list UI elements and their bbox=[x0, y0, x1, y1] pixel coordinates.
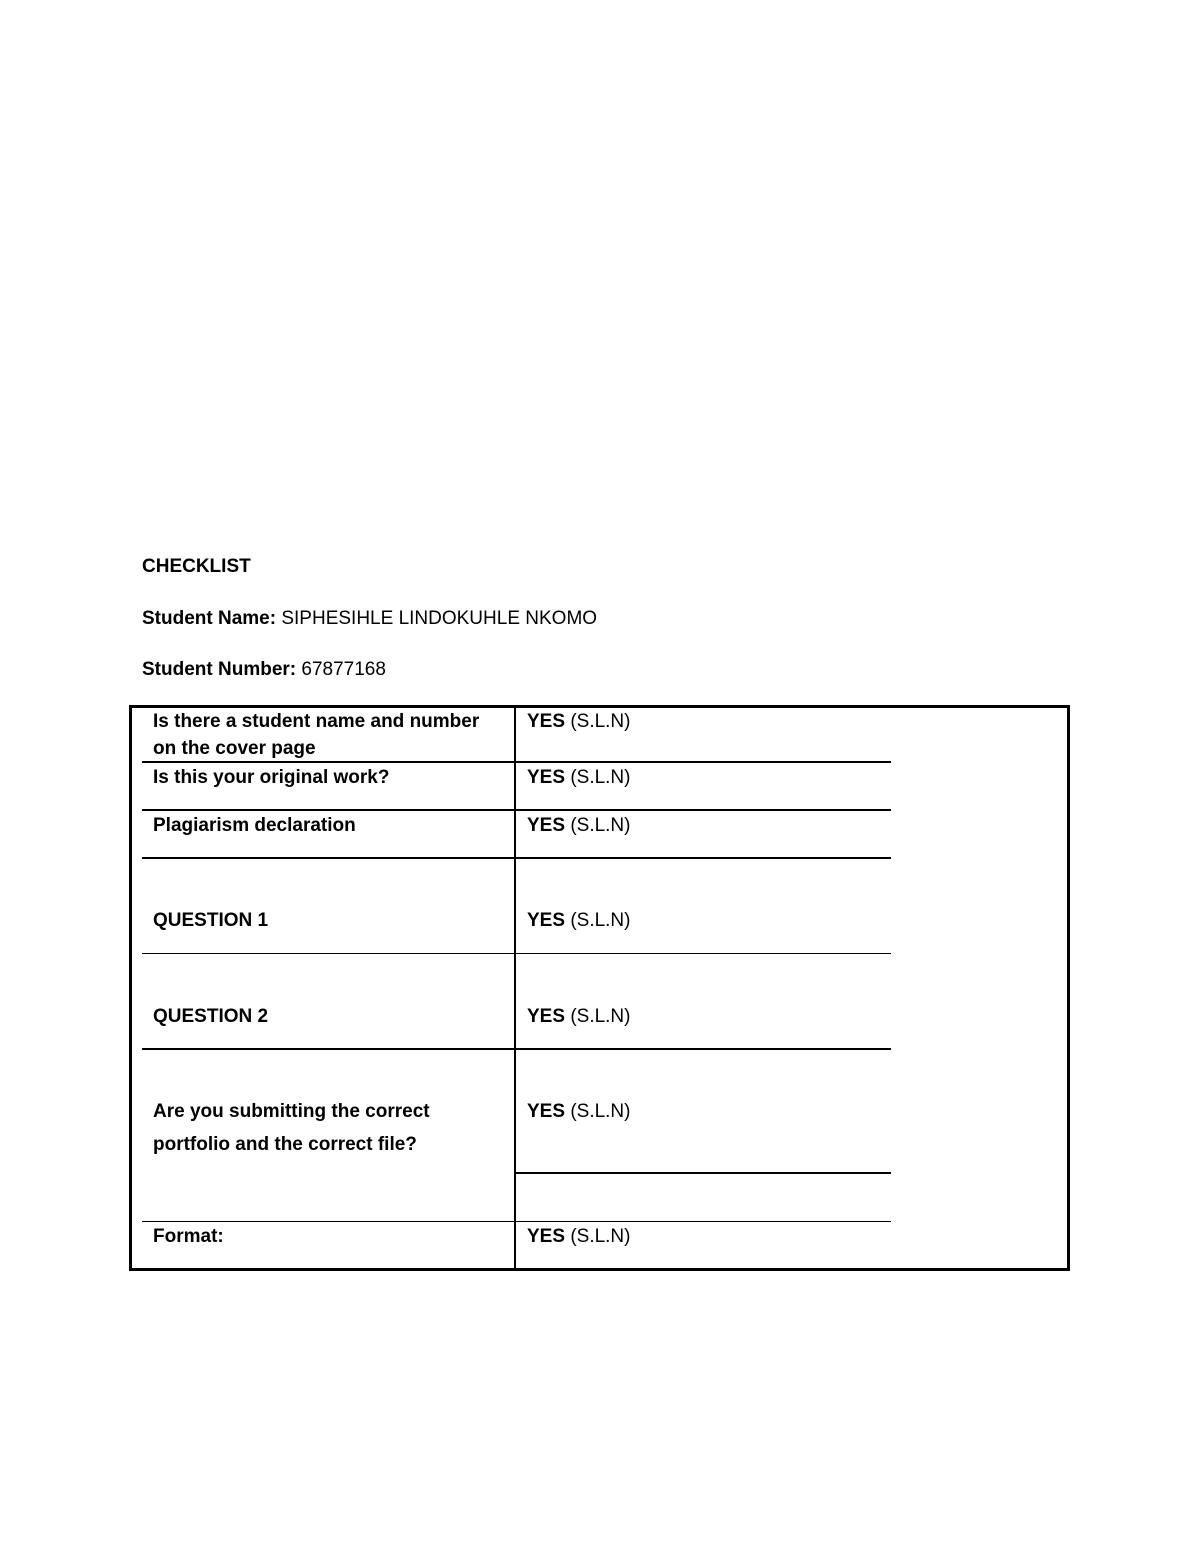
question-text: QUESTION 2 bbox=[153, 1006, 269, 1027]
answer-yes: YES bbox=[527, 1226, 566, 1247]
answer-initials: (S.L.N) bbox=[570, 1101, 631, 1122]
answer-initials: (S.L.N) bbox=[570, 711, 631, 732]
table-row-divider bbox=[142, 1048, 891, 1050]
student-number-line bbox=[142, 658, 386, 682]
checklist-heading: CHECKLIST bbox=[142, 556, 251, 577]
question-text: Format: bbox=[153, 1226, 224, 1247]
table-row bbox=[153, 1095, 430, 1161]
student-number-label: Student Number: bbox=[142, 659, 297, 680]
answer-yes: YES bbox=[527, 910, 566, 931]
answer-cell bbox=[527, 764, 631, 791]
table-row-divider bbox=[142, 809, 891, 811]
question-text: QUESTION 1 bbox=[153, 910, 269, 931]
student-name-value: SIPHESIHLE LINDOKUHLE NKOMO bbox=[281, 608, 598, 629]
question-text: Is this your original work? bbox=[153, 767, 390, 788]
question-text: portfolio and the correct file? bbox=[153, 1134, 417, 1155]
student-number-value: 67877168 bbox=[301, 659, 386, 680]
answer-yes: YES bbox=[527, 815, 566, 836]
table-column-divider bbox=[514, 705, 516, 1271]
answer-initials: (S.L.N) bbox=[570, 1006, 631, 1027]
answer-initials: (S.L.N) bbox=[570, 1226, 631, 1247]
answer-initials: (S.L.N) bbox=[570, 815, 631, 836]
answer-yes: YES bbox=[527, 711, 566, 732]
student-name-label: Student Name: bbox=[142, 608, 277, 629]
answer-initials: (S.L.N) bbox=[570, 910, 631, 931]
question-text: Is there a student name and number bbox=[153, 711, 480, 732]
answer-yes: YES bbox=[527, 767, 566, 788]
answer-cell bbox=[527, 1003, 631, 1030]
question-text: on the cover page bbox=[153, 738, 316, 759]
table-row-divider bbox=[516, 1172, 891, 1174]
answer-cell bbox=[527, 1098, 631, 1125]
answer-cell bbox=[527, 708, 631, 735]
student-name-line bbox=[142, 607, 597, 631]
answer-initials: (S.L.N) bbox=[570, 767, 631, 788]
answer-cell bbox=[527, 1223, 631, 1250]
table-row bbox=[153, 708, 479, 762]
answer-cell bbox=[527, 907, 631, 934]
answer-yes: YES bbox=[527, 1101, 566, 1122]
question-text: Plagiarism declaration bbox=[153, 815, 356, 836]
answer-yes: YES bbox=[527, 1006, 566, 1027]
answer-cell bbox=[527, 812, 631, 839]
table-row-divider bbox=[142, 1221, 891, 1222]
table-row-divider bbox=[142, 953, 891, 954]
question-text: Are you submitting the correct bbox=[153, 1101, 430, 1122]
table-row-divider bbox=[142, 857, 891, 859]
